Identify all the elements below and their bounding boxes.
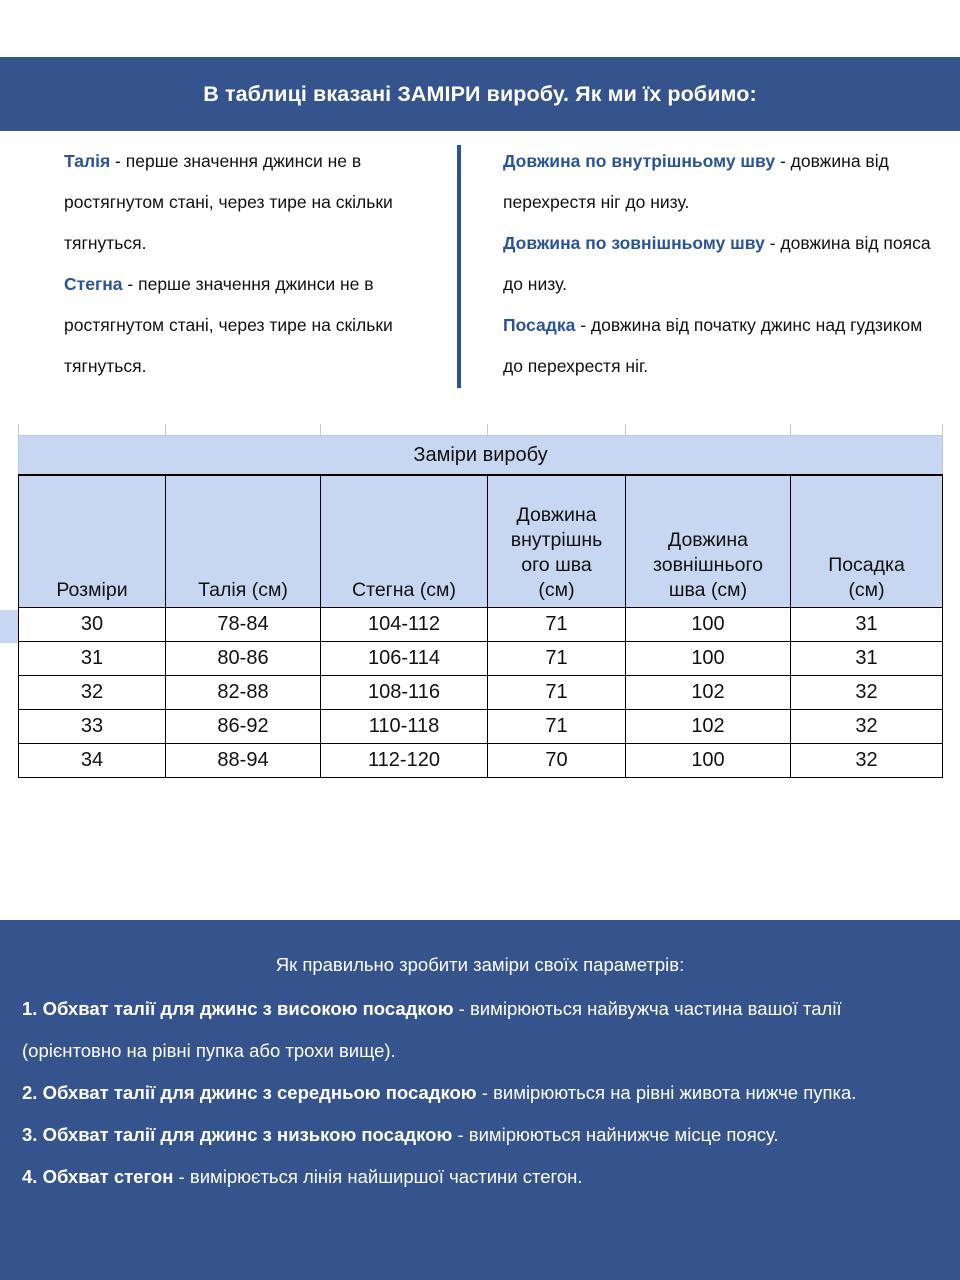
cell-waist: 78-84 — [166, 608, 321, 642]
cell-rise: 31 — [791, 608, 943, 642]
cell-inseam: 71 — [488, 608, 626, 642]
cell-hips: 112-120 — [321, 744, 488, 778]
definition-dash: - — [575, 315, 591, 335]
instruction-dash: - — [453, 998, 470, 1019]
cell-outseam: 100 — [626, 608, 791, 642]
header-line: Стегна (см) — [352, 579, 456, 601]
header-line: Довжина — [668, 529, 748, 551]
header-line: шва (см) — [668, 579, 748, 601]
table-merged-title-row — [19, 436, 943, 476]
measure-instruction-1 — [22, 988, 938, 1072]
table-row — [19, 642, 943, 676]
cell-hips: 110-118 — [321, 710, 488, 744]
instruction-text: вимірюється лінія найширшої частини стегон. — [189, 1166, 583, 1187]
cell-size: 34 — [19, 744, 166, 778]
table-row — [19, 676, 943, 710]
cell-waist: 80-86 — [166, 642, 321, 676]
header-line: Довжина — [516, 504, 597, 526]
top-banner — [0, 57, 960, 131]
measure-instruction-2 — [22, 1072, 938, 1114]
definition-dash: - — [110, 151, 126, 171]
cell-size: 33 — [19, 710, 166, 744]
definition-text: довжина від перехрестя ніг до низу. — [503, 151, 889, 212]
cell-inseam: 70 — [488, 744, 626, 778]
cell-outseam: 100 — [626, 642, 791, 676]
definition-waist — [64, 141, 444, 264]
cell-inseam: 71 — [488, 642, 626, 676]
column-header-size — [19, 475, 166, 608]
measure-instruction-4 — [22, 1156, 938, 1198]
definition-term: Стегна — [64, 274, 123, 294]
definitions-column-right — [503, 141, 933, 387]
column-header-outseam — [626, 475, 791, 608]
top-banner-title: В таблиці вказані ЗАМІРИ виробу. Як ми їх робимо: — [203, 81, 757, 106]
table-row — [19, 710, 943, 744]
definition-dash: - — [764, 233, 781, 253]
definitions-column-left — [64, 141, 444, 387]
table-merged-title: Заміри виробу — [19, 436, 943, 476]
cell-outseam: 102 — [626, 710, 791, 744]
instruction-dash: - — [476, 1082, 494, 1103]
cell-waist: 88-94 — [166, 744, 321, 778]
definitions-divider — [457, 145, 461, 388]
measure-instruction-3 — [22, 1114, 938, 1156]
cell-rise: 32 — [791, 744, 943, 778]
column-header-inseam — [488, 475, 626, 608]
column-header-rise — [791, 475, 943, 608]
definition-hips — [64, 264, 444, 387]
header-line: Талія (см) — [198, 579, 288, 601]
table-row — [19, 608, 943, 642]
header-line: (см) — [538, 579, 575, 601]
cell-outseam: 100 — [626, 744, 791, 778]
instruction-label: 3. Обхват талії для джинс з низькою посадкою — [22, 1124, 453, 1145]
header-line: зовнішнього — [653, 554, 763, 576]
cell-rise: 32 — [791, 710, 943, 744]
definitions-section — [0, 141, 960, 396]
bottom-banner — [0, 920, 960, 1280]
cell-inseam: 71 — [488, 710, 626, 744]
cell-hips: 108-116 — [321, 676, 488, 710]
definition-text: перше значення джинси не в ростягнутом стані, через тире на скільки тягнуться. — [64, 151, 393, 253]
cell-inseam: 71 — [488, 676, 626, 710]
cell-waist: 82-88 — [166, 676, 321, 710]
header-line: ого шва — [521, 554, 592, 576]
cell-outseam: 102 — [626, 676, 791, 710]
definition-dash: - — [122, 274, 139, 294]
definition-rise — [503, 305, 933, 387]
definition-inseam — [503, 141, 933, 223]
header-line: Посадка — [828, 554, 905, 576]
cell-size: 31 — [19, 642, 166, 676]
definition-term: Посадка — [503, 315, 576, 335]
cell-rise: 32 — [791, 676, 943, 710]
definition-term: Довжина по внутрішньому шву — [503, 151, 776, 171]
header-line: (см) — [848, 579, 885, 601]
cell-waist: 86-92 — [166, 710, 321, 744]
definition-text: перше значення джинси не в ростягнутом стані, через тире на скільки тягнуться. — [64, 274, 393, 376]
cell-rise: 31 — [791, 642, 943, 676]
table-row — [19, 744, 943, 778]
size-table — [18, 435, 943, 778]
column-header-waist — [166, 475, 321, 608]
bottom-banner-title: Як правильно зробити заміри своїх параметрів: — [275, 954, 685, 975]
cell-size: 30 — [19, 608, 166, 642]
definition-dash: - — [775, 151, 791, 171]
size-table-section — [0, 424, 960, 804]
definition-term: Довжина по зовнішньому шву — [503, 233, 765, 253]
instruction-label: 1. Обхват талії для джинс з високою посадкою — [22, 998, 454, 1019]
definition-text: довжина від пояса до низу. — [503, 233, 931, 294]
column-header-hips — [321, 475, 488, 608]
instruction-text: вимірюються на рівні живота нижче пупка. — [493, 1082, 857, 1103]
instruction-dash: - — [452, 1124, 469, 1145]
cell-hips: 104-112 — [321, 608, 488, 642]
table-header-row — [19, 475, 943, 608]
cell-hips: 106-114 — [321, 642, 488, 676]
instruction-label: 2. Обхват талії для джинс з середньою посадкою — [22, 1082, 477, 1103]
instruction-label: 4. Обхват стегон — [22, 1166, 174, 1187]
header-line: внутрішнь — [510, 529, 603, 551]
definition-term: Талія — [64, 151, 111, 171]
cell-size: 32 — [19, 676, 166, 710]
spreadsheet-row-highlight — [0, 610, 18, 643]
definition-outseam — [503, 223, 933, 305]
instruction-text: вимірюються найвужча частина вашої талії (орієнтовно на рівні пупка або трохи вище). — [22, 998, 842, 1061]
header-line: Розміри — [56, 579, 128, 601]
definition-text: довжина від початку джинс над гудзиком до перехрестя ніг. — [503, 315, 923, 376]
instruction-dash: - — [173, 1166, 190, 1187]
instruction-text: вимірюються найнижче місце поясу. — [468, 1124, 779, 1145]
